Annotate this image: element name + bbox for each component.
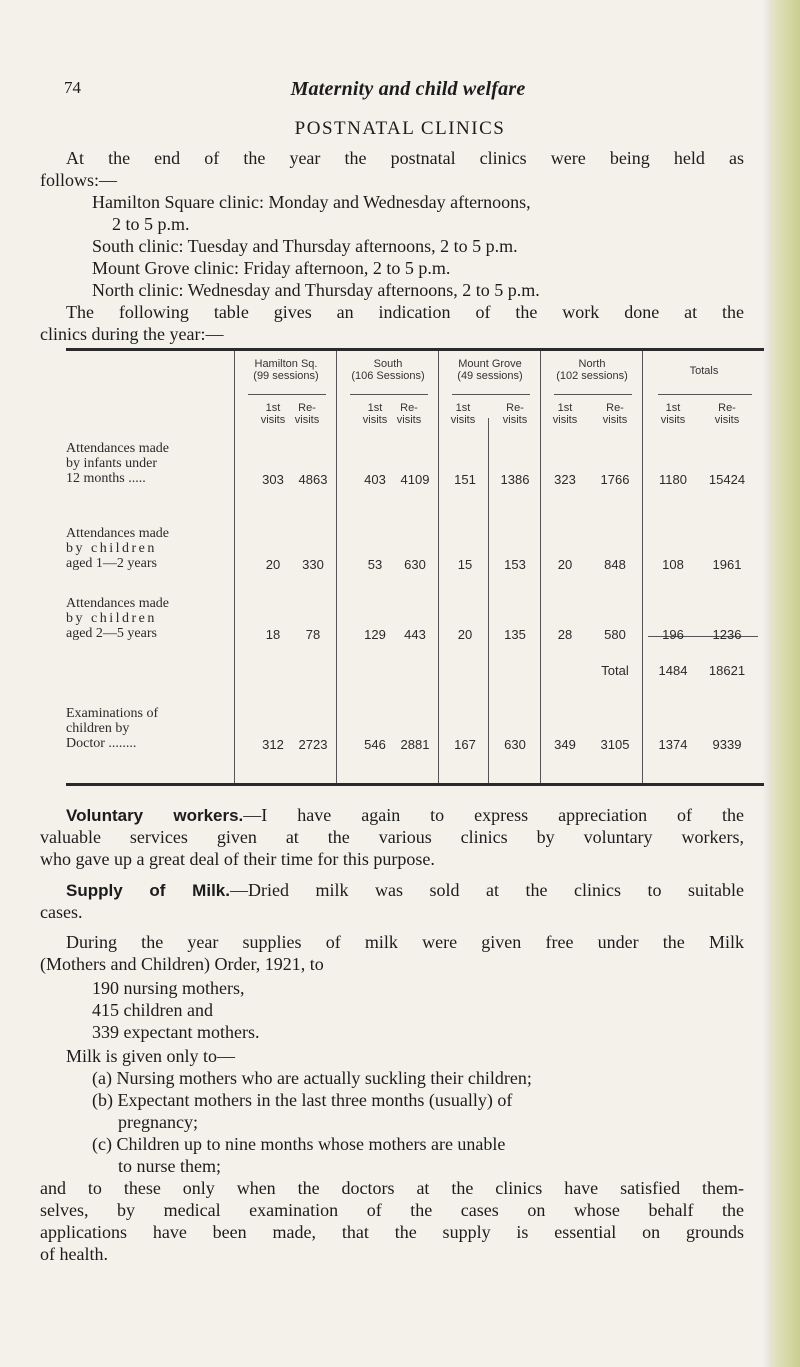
clinic-schedule: South clinic: Tuesday and Thursday afternoons, 2 to 5 p.m.: [92, 236, 518, 256]
paragraph-line: and to these only when the doctors at the clinics have satisfied them-: [40, 1178, 744, 1198]
table-cell: 330: [302, 557, 324, 572]
table-cell: 323: [554, 472, 576, 487]
row-label: Attendances made by children aged 2—5 years: [66, 596, 170, 641]
table-cell: 303: [262, 472, 284, 487]
condition-item: (a) Nursing mothers who are actually suckling their children;: [92, 1068, 532, 1088]
table-cell: 135: [504, 627, 526, 642]
subheader: Re- visits: [294, 402, 320, 426]
group-header: Mount Grove (49 sessions): [457, 358, 523, 382]
paragraph-line: selves, by medical examination of the cases on whose behalf the: [40, 1200, 744, 1220]
subtotal-cell: 18621: [708, 663, 746, 678]
group-rule: [554, 394, 632, 395]
subtotal-label: Total: [601, 663, 629, 678]
table-cell: 108: [662, 557, 684, 572]
intro-line: At the end of the year the postnatal clinics were being held as: [66, 148, 744, 168]
paragraph-line: During the year supplies of milk were given free under the Milk: [66, 932, 744, 952]
table-cell: 28: [557, 627, 573, 642]
table-cell: 630: [404, 557, 426, 572]
table-cell: 18: [265, 627, 281, 642]
table-cell: 1180: [659, 472, 687, 487]
table-cell: 2881: [400, 737, 430, 752]
page-number: 74: [64, 78, 81, 97]
running-title: Maternity and child welfare: [290, 78, 526, 100]
table-cell: 630: [504, 737, 526, 752]
paragraph-line: applications have been made, that the supply is essential on grounds: [40, 1222, 744, 1242]
clinic-schedule: 2 to 5 p.m.: [112, 214, 190, 234]
table-intro-line: clinics during the year:—: [40, 324, 224, 344]
table-cell: 1961: [712, 557, 742, 572]
table-cell: 580: [604, 627, 626, 642]
subheader: Re- visits: [396, 402, 422, 426]
table-cell: 546: [364, 737, 386, 752]
table-cell: 349: [554, 737, 576, 752]
table-cell: 167: [454, 737, 476, 752]
paragraph-line: of health.: [40, 1244, 108, 1264]
column-divider: [234, 351, 235, 783]
table-cell: 4863: [298, 472, 328, 487]
column-divider: [642, 351, 643, 783]
clinic-schedule: Hamilton Square clinic: Monday and Wednesday afternoons,: [92, 192, 531, 212]
group-rule: [452, 394, 530, 395]
table-cell: 15: [457, 557, 473, 572]
subheader: Re- visits: [502, 402, 528, 426]
group-header: Totals: [689, 365, 719, 377]
page-header: [64, 78, 752, 104]
table-cell: 9339: [712, 737, 742, 752]
intro-line: follows:—: [40, 170, 118, 190]
table-cell: 1374: [658, 737, 688, 752]
group-header: North (102 sessions): [556, 358, 628, 382]
milk-heading: Supply of Milk.: [66, 881, 230, 900]
group-header: South (106 Sessions): [351, 358, 425, 382]
paragraph-line: who gave up a great deal of their time for this purpose.: [40, 849, 435, 869]
section-heading: POSTNATAL CLINICS: [294, 118, 506, 139]
clinic-attendance-table: [66, 348, 764, 786]
row-label: Examinations of children by Doctor ........: [66, 706, 159, 751]
table-cell: 20: [557, 557, 573, 572]
milk-recipient: 415 children and: [92, 1000, 213, 1020]
table-cell: 2723: [298, 737, 328, 752]
table-cell: 443: [404, 627, 426, 642]
milk-recipient: 190 nursing mothers,: [92, 978, 245, 998]
table-cell: 3105: [600, 737, 630, 752]
clinic-schedule: North clinic: Wednesday and Thursday afternoons, 2 to 5 p.m.: [92, 280, 540, 300]
paragraph-line: Milk is given only to—: [66, 1046, 236, 1066]
table-cell: 403: [364, 472, 386, 487]
table-cell: 848: [604, 557, 626, 572]
table-cell: 153: [504, 557, 526, 572]
table-cell: 1766: [600, 472, 630, 487]
table-cell: 15424: [708, 472, 746, 487]
subheader: 1st visits: [552, 402, 578, 426]
voluntary-heading: Voluntary workers.: [66, 806, 244, 825]
group-rule: [658, 394, 752, 395]
subheader: 1st visits: [660, 402, 686, 426]
table-cell: 1236: [712, 627, 742, 642]
row-label: Attendances made by children aged 1—2 years: [66, 526, 170, 571]
table-cell: 312: [262, 737, 284, 752]
paragraph-line: (Mothers and Children) Order, 1921, to: [40, 954, 324, 974]
row-label: Attendances made by infants under 12 months .....: [66, 441, 170, 486]
condition-item-continued: to nurse them;: [118, 1156, 221, 1176]
paragraph-line: valuable services given at the various clinics by voluntary workers,: [40, 827, 744, 847]
condition-item: (b) Expectant mothers in the last three months (usually) of: [92, 1090, 513, 1110]
clinic-schedule: Mount Grove clinic: Friday afternoon, 2 to 5 p.m.: [92, 258, 451, 278]
page-edge: [770, 0, 800, 1367]
subheader: Re- visits: [714, 402, 740, 426]
table-cell: 196: [662, 627, 684, 642]
group-header: Hamilton Sq. (99 sessions): [253, 358, 319, 382]
table-cell: 151: [454, 472, 476, 487]
table-cell: 78: [305, 627, 321, 642]
group-rule: [350, 394, 428, 395]
subtotal-cell: 1484: [658, 663, 688, 678]
table-cell: 4109: [400, 472, 430, 487]
table-bottom-rule: [66, 783, 764, 786]
table-cell: 129: [364, 627, 386, 642]
table-top-rule: [66, 348, 764, 351]
milk-recipient: 339 expectant mothers.: [92, 1022, 260, 1042]
subheader: Re- visits: [602, 402, 628, 426]
condition-item: (c) Children up to nine months whose mothers are unable: [92, 1134, 506, 1154]
paragraph-line: Supply of Milk.—Dried milk was sold at the clinics to suitable: [66, 880, 744, 900]
table-cell: 20: [457, 627, 473, 642]
group-rule: [248, 394, 326, 395]
paragraph-line: cases.: [40, 902, 83, 922]
subheader: 1st visits: [450, 402, 476, 426]
subheader: 1st visits: [260, 402, 286, 426]
table-cell: 53: [367, 557, 383, 572]
table-cell: 20: [265, 557, 281, 572]
paragraph-line: Voluntary workers.—I have again to express appreciation of the: [66, 805, 745, 825]
table-cell: 1386: [500, 472, 530, 487]
table-intro-line: The following table gives an indication of the work done at the: [66, 302, 744, 322]
subheader: 1st visits: [362, 402, 388, 426]
condition-item-continued: pregnancy;: [118, 1112, 198, 1132]
